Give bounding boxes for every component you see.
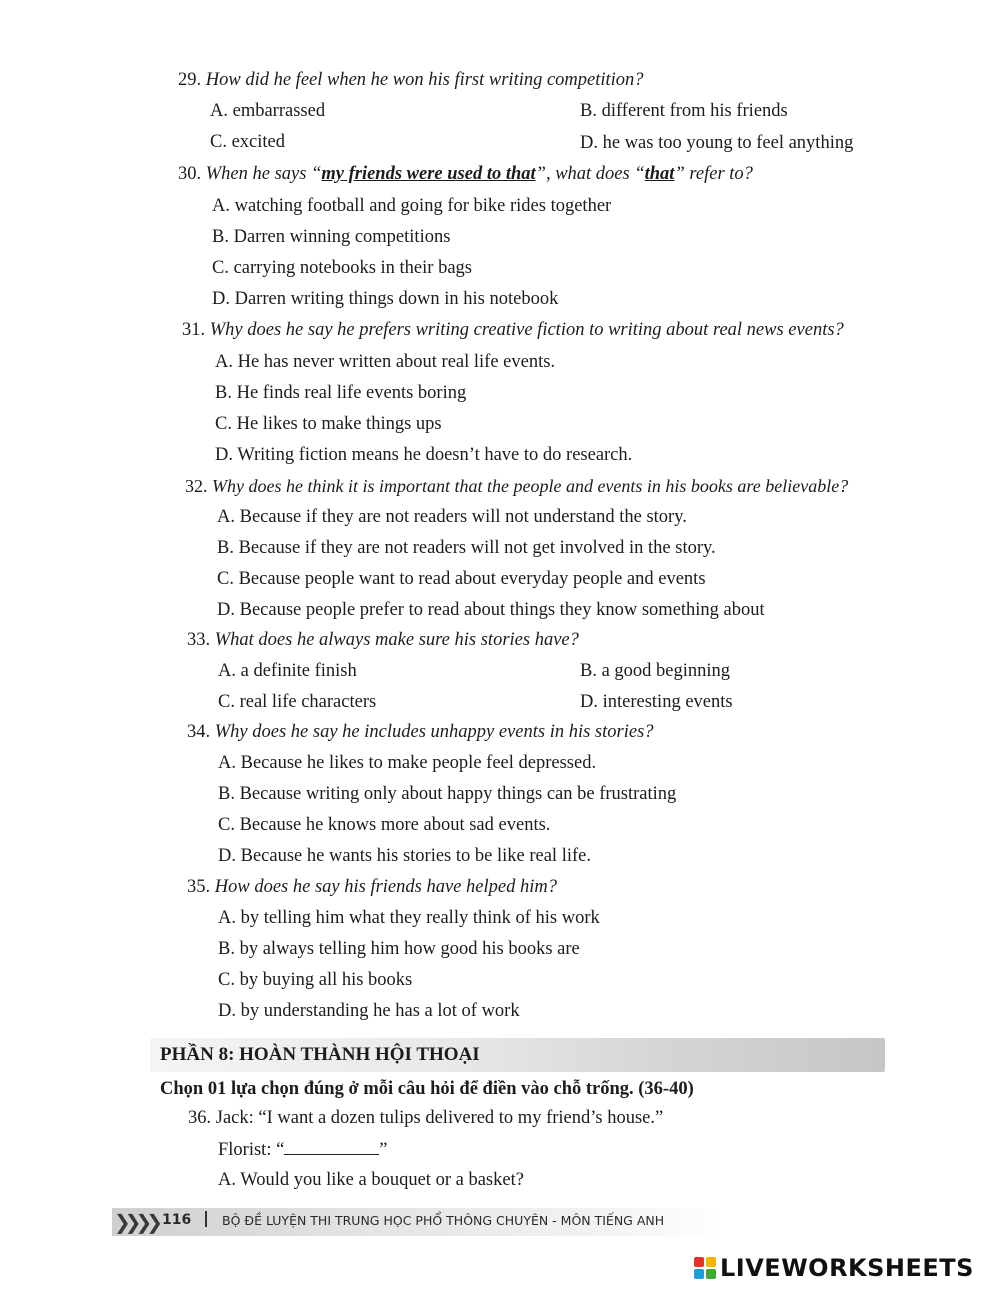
- quoted-phrase: my friends were used to that: [321, 164, 536, 184]
- question-31: 31. Why does he say he prefers writing creative fiction to writing about real news events?: [182, 320, 844, 340]
- footer-divider: [205, 1211, 207, 1227]
- logo-square-blue: [694, 1269, 704, 1279]
- q30-option-a: A. watching football and going for bike rides together: [212, 196, 612, 216]
- logo-square-red: [694, 1257, 704, 1267]
- q35-option-d: D. by understanding he has a lot of work: [218, 1001, 520, 1021]
- q30-option-c: C. carrying notebooks in their bags: [212, 258, 472, 278]
- q34-option-d: D. Because he wants his stories to be like real life.: [218, 846, 591, 866]
- question-35: 35. How does he say his friends have helped him?: [187, 877, 557, 897]
- q29-option-a: A. embarrassed: [210, 101, 326, 121]
- question-35-prompt: How does he say his friends have helped him?: [214, 877, 557, 897]
- q30-option-d: D. Darren writing things down in his notebook: [212, 289, 559, 309]
- q32-option-d: D. Because people prefer to read about things they know something about: [217, 600, 765, 620]
- q29-option-d: D. he was too young to feel anything: [580, 133, 854, 153]
- liveworksheets-brand: [694, 1254, 974, 1282]
- question-33-prompt: What does he always make sure his stories have?: [214, 630, 579, 650]
- q35-option-b: B. by always telling him how good his books are: [218, 939, 580, 959]
- q35-option-a: A. by telling him what they really think of his work: [218, 908, 600, 928]
- question-32: 32. Why does he think it is important that the people and events in his books are believable?: [185, 476, 849, 496]
- question-29: 29. How did he feel when he won his first writing competition?: [178, 70, 644, 90]
- q31-option-b: B. He finds real life events boring: [215, 383, 467, 403]
- q32-option-b: B. Because if they are not readers will not get involved in the story.: [217, 538, 716, 558]
- section-title: PHẦN 8: HOÀN THÀNH HỘI THOẠI: [160, 1044, 480, 1065]
- question-31-prompt: Why does he say he prefers writing creative fiction to writing about real news events?: [209, 320, 844, 340]
- q30-option-b: B. Darren winning competitions: [212, 227, 451, 247]
- q34-option-b: B. Because writing only about happy things can be frustrating: [218, 784, 677, 804]
- q29-option-c: C. excited: [210, 132, 286, 152]
- logo-square-yellow: [706, 1257, 716, 1267]
- question-34-prompt: Why does he say he includes unhappy events in his stories?: [214, 722, 654, 742]
- logo-square-green: [706, 1269, 716, 1279]
- q29-option-b: B. different from his friends: [580, 101, 788, 121]
- florist-line: Florist: “ ”: [218, 1140, 388, 1160]
- q31-option-a: A. He has never written about real life events.: [215, 352, 556, 372]
- liveworksheets-logo-icon: [694, 1257, 716, 1279]
- jack-line: Jack: “I want a dozen tulips delivered to my friend’s house.”: [215, 1108, 664, 1128]
- q33-option-b: B. a good beginning: [580, 661, 731, 681]
- question-36: 36. Jack: “I want a dozen tulips delivered to my friend’s house.”: [188, 1108, 664, 1128]
- q33-option-a: A. a definite finish: [218, 661, 357, 681]
- brand-name: LIVEWORKSHEETS: [720, 1254, 974, 1282]
- q36-option-a: A. Would you like a bouquet or a basket?: [218, 1170, 524, 1190]
- page-number: 116: [162, 1212, 192, 1228]
- q32-option-a: A. Because if they are not readers will not understand the story.: [217, 507, 687, 527]
- q34-option-a: A. Because he likes to make people feel depressed.: [218, 753, 597, 773]
- question-34: 34. Why does he say he includes unhappy events in his stories?: [187, 722, 654, 742]
- q31-option-d: D. Writing fiction means he doesn’t have to do research.: [215, 445, 633, 465]
- question-32-prompt: Why does he think it is important that the people and events in his books are believable?: [212, 476, 849, 496]
- q33-option-d: D. interesting events: [580, 692, 733, 712]
- quoted-word-that: that: [644, 164, 675, 184]
- question-33: 33. What does he always make sure his stories have?: [187, 630, 579, 650]
- q33-option-c: C. real life characters: [218, 692, 377, 712]
- chevrons-icon: ❯❯❯❯: [114, 1210, 158, 1234]
- section-instruction: Chọn 01 lựa chọn đúng ở mỗi câu hỏi để điền vào chỗ trống. (36-40): [160, 1079, 694, 1099]
- answer-blank[interactable]: [284, 1138, 379, 1155]
- q34-option-c: C. Because he knows more about sad events.: [218, 815, 551, 835]
- q31-option-c: C. He likes to make things ups: [215, 414, 442, 434]
- question-29-prompt: How did he feel when he won his first writing competition?: [205, 70, 644, 90]
- question-30: 30. When he says “my friends were used to that”, what does “that” refer to?: [178, 164, 753, 184]
- book-title: BỘ ĐỀ LUYỆN THI TRUNG HỌC PHỔ THÔNG CHUYÊN - MÔN TIẾNG ANH: [222, 1213, 665, 1228]
- q35-option-c: C. by buying all his books: [218, 970, 413, 990]
- q32-option-c: C. Because people want to read about everyday people and events: [217, 569, 706, 589]
